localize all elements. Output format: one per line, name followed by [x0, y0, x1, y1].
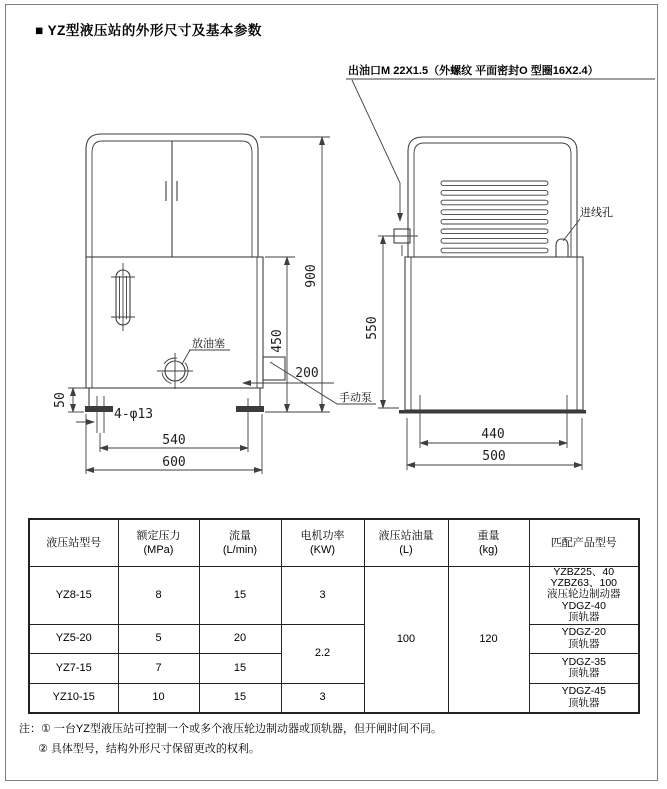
col-header-weight: [448, 519, 529, 566]
drain-plug-label: 放油塞: [192, 338, 225, 350]
dim-440-text: 440: [481, 427, 505, 442]
cell-model: YZ5-20: [29, 624, 118, 653]
col-header-power: [281, 519, 364, 566]
cell-pressure: 8: [118, 566, 199, 624]
cell-pressure: 5: [118, 624, 199, 653]
vent-slats: [441, 181, 548, 253]
footnotes: [19, 723, 442, 756]
header-unit: (kg): [479, 543, 498, 556]
cell-model: YZ7-15: [29, 653, 118, 683]
spec-table: [28, 518, 640, 714]
table-row: [29, 683, 639, 713]
dim-550-text: 550: [365, 316, 380, 340]
cell-pressure: 7: [118, 653, 199, 683]
dim-500-text: 500: [482, 449, 506, 464]
col-header-model: [29, 519, 118, 566]
cell-flow: 15: [199, 653, 281, 683]
front-view: [53, 134, 376, 474]
table-row: [29, 624, 639, 653]
drain-plug: [157, 336, 230, 389]
match-line: 顶轨器: [568, 637, 600, 650]
dim-550: [365, 236, 399, 408]
header-label: 流量: [229, 529, 251, 542]
cell-model: YZ10-15: [29, 683, 118, 713]
cell-match: [529, 566, 639, 624]
header-unit: (MPa): [143, 543, 174, 556]
footnote-1: 注：① 一台YZ型液压站可控制一个或多个液压轮边制动器或顶轨器，但开闸时间不同。: [19, 723, 442, 735]
header-label: 液压站油量: [378, 529, 434, 542]
col-header-oil-volume: [364, 519, 448, 566]
match-line: YDGZ-40: [561, 599, 606, 612]
dim-540-text: 540: [162, 433, 186, 448]
cell-flow: 15: [199, 566, 281, 624]
page-title: ■ YZ型液压站的外形尺寸及基本参数: [35, 23, 262, 38]
dim-450: [265, 257, 330, 412]
header-label: 电机功率: [300, 529, 345, 542]
bolt-holes-label: 4-φ13: [114, 407, 154, 422]
header-unit: (KW): [309, 543, 336, 556]
oil-outlet-annotation: [346, 63, 655, 221]
match-line: YDGZ-20: [561, 626, 606, 639]
oil-outlet-fitting: [386, 229, 418, 256]
cell-power: 2.2: [281, 624, 364, 683]
oil-level-gauge: [111, 263, 135, 331]
side-base-plate: [399, 410, 586, 414]
cell-power: 3: [281, 683, 364, 713]
dim-50-text: 50: [53, 392, 68, 408]
dim-500: [407, 418, 582, 470]
bolt-holes: [76, 396, 248, 433]
header-row: [29, 519, 639, 566]
match-line: 顶轨器: [568, 667, 600, 680]
header-label: 额定压力: [136, 529, 181, 542]
match-line: YZBZ25、40: [553, 565, 615, 578]
dim-440: [420, 395, 567, 448]
header-label: 液压站型号: [46, 536, 102, 549]
cable-entry-label: 进线孔: [580, 207, 613, 219]
cell-match: [529, 683, 639, 713]
cell-weight: 120: [448, 566, 529, 713]
col-header-flow: [199, 519, 281, 566]
dim-450-text: 450: [270, 329, 285, 353]
match-line: YDGZ-45: [561, 685, 606, 698]
header-unit: (L): [399, 543, 413, 556]
match-line: YZBZ63、100: [550, 576, 618, 589]
cell-power: 3: [281, 566, 364, 624]
front-feet: [85, 388, 264, 412]
cell-match: [529, 624, 639, 653]
header-label: 匹配产品型号: [550, 536, 617, 549]
manual-pump: [263, 357, 376, 404]
dim-600-text: 600: [162, 455, 186, 470]
footnote-2: ② 具体型号，结构外形尺寸保留更改的权利。: [38, 743, 260, 755]
col-header-match: [529, 519, 639, 566]
dim-540: [100, 433, 248, 452]
header-unit: (L/min): [222, 543, 258, 556]
header-label: 重量: [477, 529, 500, 542]
cell-oil-volume: 100: [364, 566, 448, 713]
cell-pressure: 10: [118, 683, 199, 713]
oil-outlet-annotation-text: 出油口M 22X1.5（外螺纹 平面密封O 型圈16X2.4）: [348, 65, 599, 77]
cable-entry: [556, 205, 613, 257]
cell-match: [529, 653, 639, 683]
table-row: [29, 566, 639, 624]
cell-flow: 15: [199, 683, 281, 713]
cell-model: YZ8-15: [29, 566, 118, 624]
manual-pump-label: 手动泵: [339, 392, 372, 404]
side-view: [365, 137, 613, 470]
dim-900-text: 900: [304, 264, 319, 288]
match-line: YDGZ-35: [561, 655, 606, 668]
col-header-pressure: [118, 519, 199, 566]
dim-50: [53, 388, 86, 412]
dim-200-text: 200: [295, 366, 319, 381]
match-line: 顶轨器: [568, 696, 600, 709]
cell-flow: 20: [199, 624, 281, 653]
match-line: 顶轨器: [568, 611, 600, 624]
match-line: 液压轮边制动器: [547, 588, 621, 601]
